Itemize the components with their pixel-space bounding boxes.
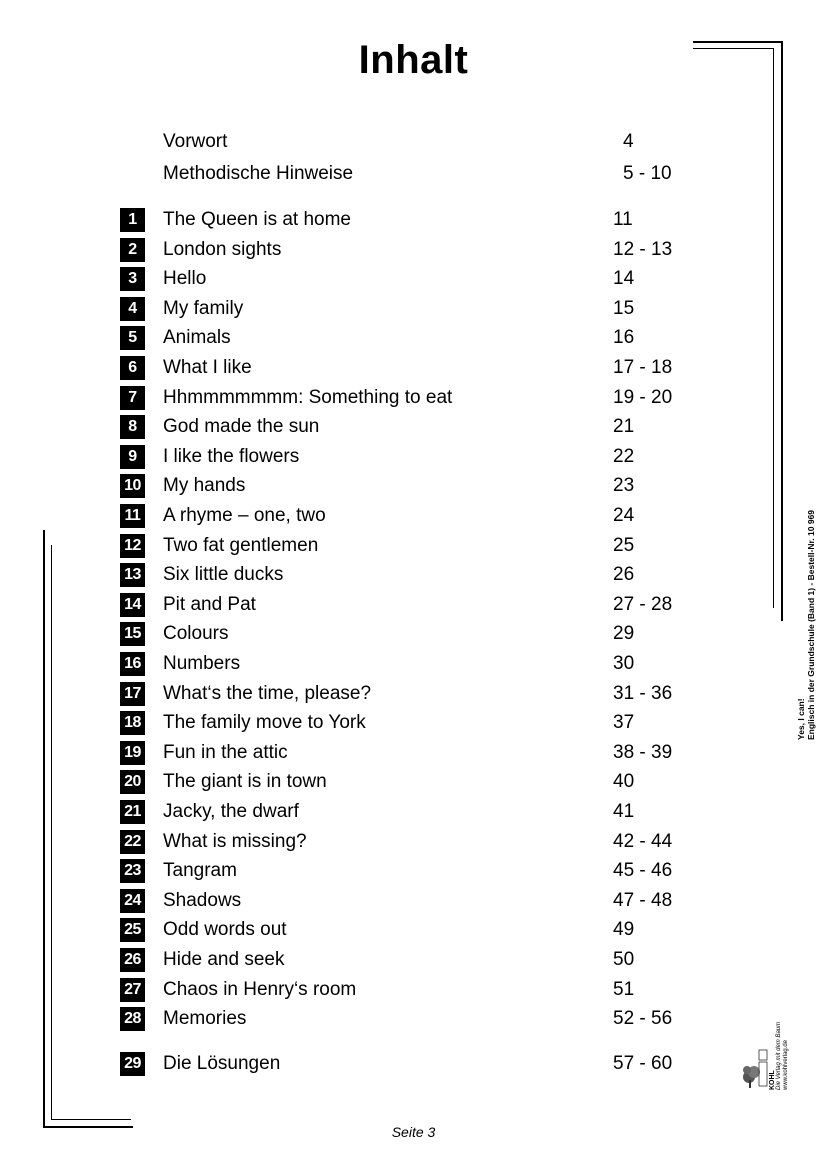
- toc-chapter-row: [120, 977, 680, 1003]
- toc-chapter-row: [120, 917, 680, 943]
- frame-line-top-outer: [693, 41, 783, 43]
- chapter-title: My hands: [163, 475, 246, 497]
- chapter-pages: 52 - 56: [613, 1008, 673, 1030]
- chapter-number-badge: 17: [120, 682, 145, 706]
- toc-chapter-row: [120, 651, 680, 677]
- chapter-pages: 47 - 48: [613, 889, 673, 911]
- chapter-pages: 21: [613, 416, 635, 438]
- chapter-number-badge: 2: [120, 238, 145, 262]
- chapter-pages: 26: [613, 564, 635, 586]
- chapter-title: Hide and seek: [163, 949, 285, 970]
- chapter-title: Odd words out: [163, 919, 287, 941]
- chapter-title: Two fat gentlemen: [163, 534, 319, 556]
- chapter-title: I like the flowers: [163, 445, 300, 467]
- chapter-number-badge: 12: [120, 534, 145, 558]
- toc-chapter-row: [120, 266, 680, 292]
- toc-chapter-row: [120, 681, 680, 707]
- chapter-number-badge: 13: [120, 563, 145, 587]
- chapter-pages: 16: [613, 327, 635, 349]
- chapter-number-badge: 21: [120, 800, 145, 824]
- side-book-subtitle: Englisch in der Grundschule (Band 1) - Bestell-Nr. 10 969: [806, 509, 816, 740]
- chapter-pages: 30: [613, 653, 635, 674]
- chapter-number-badge: 28: [120, 1007, 145, 1031]
- chapter-number-badge: 1: [120, 208, 145, 232]
- chapter-number-badge: 7: [120, 386, 145, 410]
- chapter-number-badge: 9: [120, 445, 145, 469]
- chapter-pages: 38 - 39: [613, 741, 673, 763]
- page-title: Inhalt: [358, 38, 469, 82]
- page-footer: Seite 3: [391, 1124, 436, 1140]
- chapter-title: What‘s the time, please?: [163, 682, 372, 704]
- chapter-title: The Queen is at home: [163, 209, 351, 230]
- chapter-pages: 49: [613, 919, 635, 941]
- chapter-number-badge: 10: [120, 474, 145, 498]
- tree-logo-icon: [740, 1020, 770, 1090]
- chapter-title: Animals: [163, 327, 231, 349]
- toc-chapter-row: [120, 237, 680, 263]
- chapter-number-badge: 20: [120, 770, 145, 794]
- chapter-number-badge: 18: [120, 711, 145, 735]
- publisher-logo: [740, 1020, 770, 1090]
- chapter-number-badge: 23: [120, 859, 145, 883]
- chapter-number-badge: 8: [120, 415, 145, 439]
- chapter-title: Colours: [163, 623, 229, 645]
- chapter-pages: 23: [613, 475, 635, 497]
- chapter-number-badge: 15: [120, 622, 145, 646]
- chapter-title: God made the sun: [163, 416, 320, 438]
- chapter-title: Memories: [163, 1008, 247, 1030]
- toc-chapter-row: [120, 503, 680, 529]
- chapter-pages: 19 - 20: [613, 386, 673, 408]
- chapter-title: Hhmmmmmmm: Something to eat: [163, 386, 453, 408]
- toc-intro-label: Vorwort: [163, 131, 228, 152]
- toc-chapter-row: [120, 414, 680, 440]
- toc-chapter-row: [120, 1051, 680, 1077]
- chapter-number-badge: 16: [120, 652, 145, 676]
- chapter-pages: 11: [613, 209, 633, 230]
- toc-chapter-row: [120, 355, 680, 381]
- toc-chapter-row: [120, 769, 680, 795]
- toc-intro-row: [120, 161, 680, 187]
- toc-chapter-row: [120, 858, 680, 884]
- toc-intro-label: Methodische Hinweise: [163, 163, 354, 184]
- chapter-title: My family: [163, 297, 244, 319]
- toc-chapter-row: [120, 473, 680, 499]
- chapter-pages: 12 - 13: [613, 238, 673, 260]
- toc-chapter-row: [120, 533, 680, 559]
- chapter-title: The family move to York: [163, 712, 366, 734]
- toc-intro-pages: 5 - 10: [623, 163, 672, 184]
- toc-chapter-row: [120, 325, 680, 351]
- chapter-title: Six little ducks: [163, 564, 284, 586]
- chapter-number-badge: 5: [120, 326, 145, 350]
- chapter-pages: 57 - 60: [613, 1053, 673, 1074]
- chapter-pages: 29: [613, 623, 635, 645]
- chapter-pages: 27 - 28: [613, 593, 673, 615]
- chapter-title: Numbers: [163, 653, 241, 674]
- chapter-number-badge: 29: [120, 1052, 145, 1076]
- chapter-pages: 41: [613, 801, 635, 822]
- chapter-number-badge: 11: [120, 504, 145, 528]
- toc-chapter-row: [120, 829, 680, 855]
- toc-chapter-row: [120, 621, 680, 647]
- chapter-pages: 37: [613, 712, 635, 734]
- toc-chapter-row: [120, 888, 680, 914]
- toc-chapter-row: [120, 444, 680, 470]
- chapter-title: Jacky, the dwarf: [163, 801, 299, 822]
- chapter-number-badge: 3: [120, 267, 145, 291]
- publisher-url: www.kohlverlag.de: [783, 1039, 789, 1090]
- chapter-number-badge: 27: [120, 978, 145, 1002]
- chapter-pages: 24: [613, 505, 635, 526]
- chapter-title: Chaos in Henry‘s room: [163, 978, 357, 1000]
- chapter-pages: 14: [613, 268, 635, 290]
- chapter-title: Pit and Pat: [163, 593, 256, 615]
- toc-intro-row: [120, 129, 680, 155]
- chapter-title: Fun in the attic: [163, 741, 288, 763]
- toc-chapter-row: [120, 562, 680, 588]
- frame-line-bottom-inner: [51, 1119, 131, 1120]
- chapter-pages: 15: [613, 297, 635, 319]
- publisher-tagline: Die Verlag mit dem Baum: [776, 1021, 782, 1090]
- toc-chapter-row: [120, 296, 680, 322]
- chapter-number-badge: 14: [120, 593, 145, 617]
- toc-chapter-row: [120, 592, 680, 618]
- chapter-pages: 50: [613, 949, 635, 970]
- publisher-name: KOHL: [769, 1070, 776, 1090]
- chapter-number-badge: 4: [120, 297, 145, 321]
- chapter-pages: 45 - 46: [613, 860, 673, 882]
- chapter-title: What I like: [163, 357, 252, 378]
- chapter-number-badge: 25: [120, 918, 145, 942]
- chapter-number-badge: 6: [120, 356, 145, 380]
- chapter-pages: 22: [613, 445, 635, 467]
- frame-line-left-outer: [43, 530, 45, 1128]
- publisher-info: [769, 1022, 790, 1090]
- chapter-title: Die Lösungen: [163, 1053, 281, 1074]
- chapter-title: London sights: [163, 238, 282, 260]
- frame-line-right-inner: [773, 48, 774, 608]
- frame-line-left-inner: [51, 545, 52, 1120]
- chapter-pages: 25: [613, 534, 635, 556]
- chapter-number-badge: 22: [120, 830, 145, 854]
- chapter-pages: 17 - 18: [613, 357, 673, 378]
- chapter-number-badge: 24: [120, 889, 145, 913]
- chapter-number-badge: 26: [120, 948, 145, 972]
- chapter-title: Shadows: [163, 889, 242, 911]
- chapter-title: A rhyme – one, two: [163, 505, 326, 526]
- chapter-title: Tangram: [163, 860, 237, 882]
- chapter-pages: 42 - 44: [613, 830, 673, 852]
- frame-line-right-outer: [781, 41, 783, 621]
- chapter-title: Hello: [163, 268, 207, 290]
- side-book-info: [796, 510, 816, 740]
- chapter-pages: 51: [613, 978, 635, 1000]
- chapter-title: What is missing?: [163, 830, 307, 852]
- side-book-title: Yes, I can!: [796, 698, 806, 740]
- toc-chapter-row: [120, 1006, 680, 1032]
- toc-chapter-row: [120, 740, 680, 766]
- toc-chapter-row: [120, 710, 680, 736]
- toc-intro-pages: 4: [623, 131, 634, 152]
- toc-chapter-row: [120, 799, 680, 825]
- toc-chapter-row: [120, 207, 680, 233]
- toc-chapter-row: [120, 385, 680, 411]
- toc-chapter-row: [120, 947, 680, 973]
- chapter-pages: 31 - 36: [613, 682, 673, 704]
- chapter-number-badge: 19: [120, 741, 145, 765]
- chapter-pages: 40: [613, 771, 635, 793]
- frame-line-top-inner: [693, 48, 773, 49]
- chapter-title: The giant is in town: [163, 771, 327, 793]
